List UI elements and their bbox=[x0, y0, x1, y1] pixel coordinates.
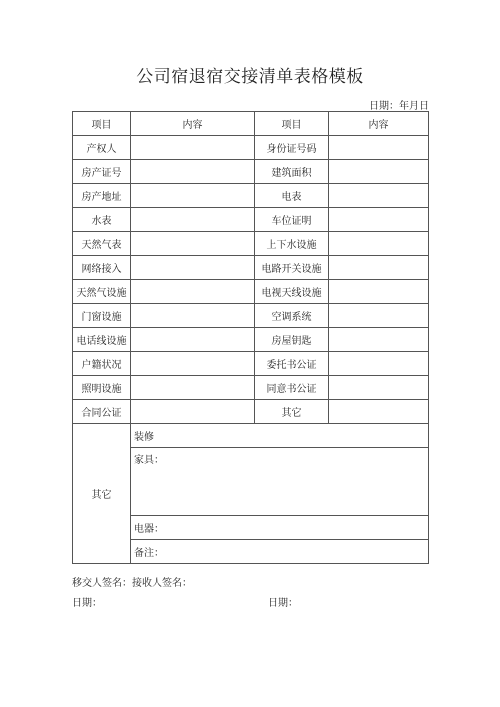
header-cell: 内容 bbox=[131, 112, 255, 136]
table-header-row bbox=[73, 112, 429, 136]
table-row bbox=[73, 328, 429, 352]
content-cell[interactable] bbox=[131, 280, 255, 304]
content-cell[interactable] bbox=[131, 256, 255, 280]
table-row bbox=[73, 304, 429, 328]
item-label: 照明设施 bbox=[73, 376, 131, 400]
item-label: 产权人 bbox=[73, 136, 131, 160]
table-row bbox=[73, 184, 429, 208]
content-cell[interactable] bbox=[329, 232, 429, 256]
item-label: 电视天线设施 bbox=[255, 280, 329, 304]
header-cell: 内容 bbox=[329, 112, 429, 136]
table-row bbox=[73, 256, 429, 280]
appliances-field[interactable]: 电器： bbox=[131, 516, 429, 540]
item-label: 其它 bbox=[255, 400, 329, 424]
content-cell[interactable] bbox=[329, 376, 429, 400]
content-cell[interactable] bbox=[329, 136, 429, 160]
item-label: 网络接入 bbox=[73, 256, 131, 280]
content-cell[interactable] bbox=[329, 256, 429, 280]
item-label: 身份证号码 bbox=[255, 136, 329, 160]
content-cell[interactable] bbox=[131, 376, 255, 400]
item-label: 电路开关设施 bbox=[255, 256, 329, 280]
content-cell[interactable] bbox=[329, 328, 429, 352]
content-cell[interactable] bbox=[131, 136, 255, 160]
table-row bbox=[73, 160, 429, 184]
remarks-field[interactable]: 备注： bbox=[131, 540, 429, 564]
date-header: 日期：年月日 bbox=[369, 101, 429, 112]
content-cell[interactable] bbox=[131, 400, 255, 424]
table-row bbox=[73, 208, 429, 232]
table-row bbox=[73, 376, 429, 400]
content-cell[interactable] bbox=[131, 328, 255, 352]
content-cell[interactable] bbox=[329, 400, 429, 424]
item-label: 水表 bbox=[73, 208, 131, 232]
footer-date-left: 日期： bbox=[72, 598, 102, 609]
content-cell[interactable] bbox=[329, 160, 429, 184]
other-row-renovation bbox=[73, 424, 429, 448]
item-label: 委托书公证 bbox=[255, 352, 329, 376]
header-cell: 项目 bbox=[73, 112, 131, 136]
table-row bbox=[73, 352, 429, 376]
table-row bbox=[73, 400, 429, 424]
item-label: 上下水设施 bbox=[255, 232, 329, 256]
item-label: 房产地址 bbox=[73, 184, 131, 208]
item-label: 电话线设施 bbox=[73, 328, 131, 352]
content-cell[interactable] bbox=[131, 232, 255, 256]
handover-table bbox=[72, 111, 429, 564]
content-cell[interactable] bbox=[329, 184, 429, 208]
item-label: 门窗设施 bbox=[73, 304, 131, 328]
item-label: 天然气设施 bbox=[73, 280, 131, 304]
item-label: 同意书公证 bbox=[255, 376, 329, 400]
item-label: 电表 bbox=[255, 184, 329, 208]
item-label: 天然气表 bbox=[73, 232, 131, 256]
table-row bbox=[73, 280, 429, 304]
item-label: 房屋钥匙 bbox=[255, 328, 329, 352]
other-section-label: 其它 bbox=[73, 424, 131, 564]
renovation-field[interactable]: 装修 bbox=[131, 424, 429, 448]
table-row bbox=[73, 136, 429, 160]
content-cell[interactable] bbox=[329, 352, 429, 376]
footer-date-right: 日期： bbox=[268, 598, 298, 609]
content-cell[interactable] bbox=[131, 352, 255, 376]
content-cell[interactable] bbox=[329, 208, 429, 232]
content-cell[interactable] bbox=[131, 304, 255, 328]
content-cell[interactable] bbox=[131, 184, 255, 208]
item-label: 合同公证 bbox=[73, 400, 131, 424]
table-row bbox=[73, 232, 429, 256]
content-cell[interactable] bbox=[131, 160, 255, 184]
header-cell: 项目 bbox=[255, 112, 329, 136]
page-title: 公司宿退宿交接清单表格模板 bbox=[136, 67, 364, 87]
content-cell[interactable] bbox=[329, 304, 429, 328]
content-cell[interactable] bbox=[329, 280, 429, 304]
item-label: 建筑面积 bbox=[255, 160, 329, 184]
furniture-field[interactable]: 家具： bbox=[131, 448, 429, 516]
item-label: 房产证号 bbox=[73, 160, 131, 184]
item-label: 空调系统 bbox=[255, 304, 329, 328]
item-label: 车位证明 bbox=[255, 208, 329, 232]
item-label: 户籍状况 bbox=[73, 352, 131, 376]
signature-line: 移交人签名：接收人签名： bbox=[72, 578, 192, 589]
content-cell[interactable] bbox=[131, 208, 255, 232]
